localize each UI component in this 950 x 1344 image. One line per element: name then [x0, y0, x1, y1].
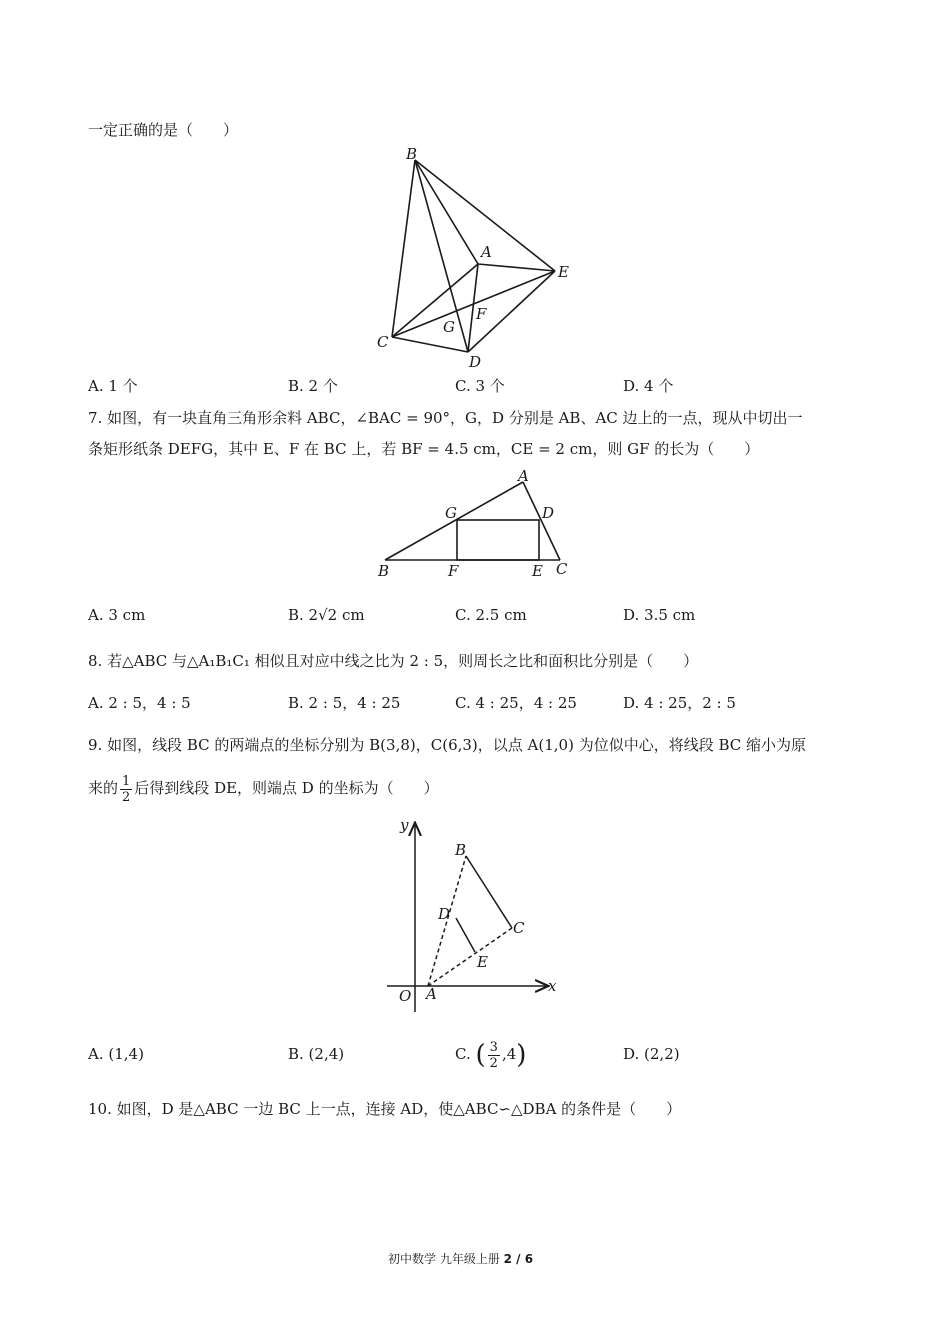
- q6-label-B: B: [406, 145, 418, 163]
- q8-option-c: C. 4 : 25，4 : 25: [455, 694, 577, 712]
- q6-label-E: E: [558, 263, 569, 281]
- q9-figure: [383, 816, 568, 1020]
- q9-label-O: O: [399, 987, 412, 1005]
- q6-label-F: F: [476, 305, 487, 323]
- q7-label-C: C: [556, 560, 568, 578]
- page-footer: [388, 1250, 533, 1267]
- q9-stem-line2: [88, 768, 439, 808]
- q9-option-b: B. (2,4): [288, 1045, 345, 1063]
- q7-label-F: F: [448, 562, 459, 580]
- q6-label-C: C: [377, 333, 389, 351]
- q9-option-c-num: 3: [489, 1039, 498, 1055]
- q9-label-x: x: [548, 977, 557, 995]
- q7-option-c: C. 2.5 cm: [455, 606, 527, 624]
- q7-label-G: G: [445, 504, 457, 522]
- q6-option-d: D. 4 个: [623, 377, 674, 395]
- q7-stem-line1: 7. 如图，有一块直角三角形余料 ABC，∠BAC = 90°，G，D 分别是 AB、AC 边上的一点，现从中切出一: [88, 409, 803, 427]
- q7-label-D: D: [542, 504, 555, 522]
- q9-line2-prefix: 来的: [88, 779, 119, 797]
- q9-option-c: [455, 1032, 526, 1077]
- q7-option-d: D. 3.5 cm: [623, 606, 696, 624]
- q9-option-c-den: 2: [489, 1055, 498, 1071]
- q9-stem-line1: 9. 如图，线段 BC 的两端点的坐标分别为 B(3,8)，C(6,3)，以点 A(1,0) 为位似中心，将线段 BC 缩小为原: [88, 736, 807, 754]
- q9-fraction: [120, 774, 132, 805]
- q7-label-B: B: [378, 562, 390, 580]
- q9-option-c-lparen: (: [475, 1040, 486, 1070]
- footer-label: 初中数学 九年级上册: [388, 1252, 500, 1266]
- q7-option-a: A. 3 cm: [88, 606, 146, 624]
- q9-frac-num: 1: [122, 773, 131, 789]
- q7-option-b: B. 2√2 cm: [288, 606, 365, 624]
- footer-page-number: 2 / 6: [503, 1252, 534, 1266]
- q9-option-d: D. (2,2): [623, 1045, 680, 1063]
- q7-stem-line2: 条矩形纸条 DEFG，其中 E、F 在 BC 上，若 BF = 4.5 cm，CE = 2 cm，则 GF 的长为（ ）: [88, 440, 760, 458]
- q9-option-a: A. (1,4): [88, 1045, 144, 1063]
- q8-option-d: D. 4 : 25，2 : 5: [623, 694, 736, 712]
- q6-label-D: D: [469, 353, 482, 370]
- q9-label-C: C: [513, 919, 525, 937]
- q6-figure: [370, 140, 580, 374]
- q9-option-c-prefix: C.: [455, 1045, 471, 1063]
- q9-frac-den: 2: [122, 789, 131, 805]
- q6-option-c: C. 3 个: [455, 377, 505, 395]
- q6-label-A: A: [481, 243, 492, 261]
- q8-option-b: B. 2 : 5，4 : 25: [288, 694, 401, 712]
- q9-option-c-suffix: ,4: [501, 1045, 517, 1063]
- q9-label-E: E: [477, 953, 488, 971]
- q9-label-y: y: [400, 816, 409, 834]
- q6-option-a: A. 1 个: [88, 377, 138, 395]
- q9-label-B: B: [455, 841, 467, 859]
- q6-label-G: G: [443, 318, 455, 336]
- q8-option-a: A. 2 : 5，4 : 5: [88, 694, 191, 712]
- q9-option-c-rparen: ): [516, 1040, 527, 1070]
- q6-option-b: B. 2 个: [288, 377, 338, 395]
- q10-stem: 10. 如图，D 是△ABC 一边 BC 上一点，连接 AD，使△ABC∽△DBA 的条件是（ ）: [88, 1100, 682, 1118]
- q7-label-E: E: [532, 562, 543, 580]
- q7-figure: [370, 468, 580, 587]
- q9-line2-suffix: 后得到线段 DE，则端点 D 的坐标为（ ）: [134, 779, 439, 797]
- q8-stem: 8. 若△ABC 与△A₁B₁C₁ 相似且对应中线之比为 2 : 5，则周长之比和面积比分别是（ ）: [88, 652, 699, 670]
- q9-option-c-fraction: [488, 1040, 500, 1071]
- q9-label-D: D: [438, 905, 451, 923]
- q6-stem-tail: 一定正确的是（ ）: [88, 121, 239, 139]
- q9-label-A: A: [426, 985, 437, 1003]
- q7-label-A: A: [518, 468, 529, 485]
